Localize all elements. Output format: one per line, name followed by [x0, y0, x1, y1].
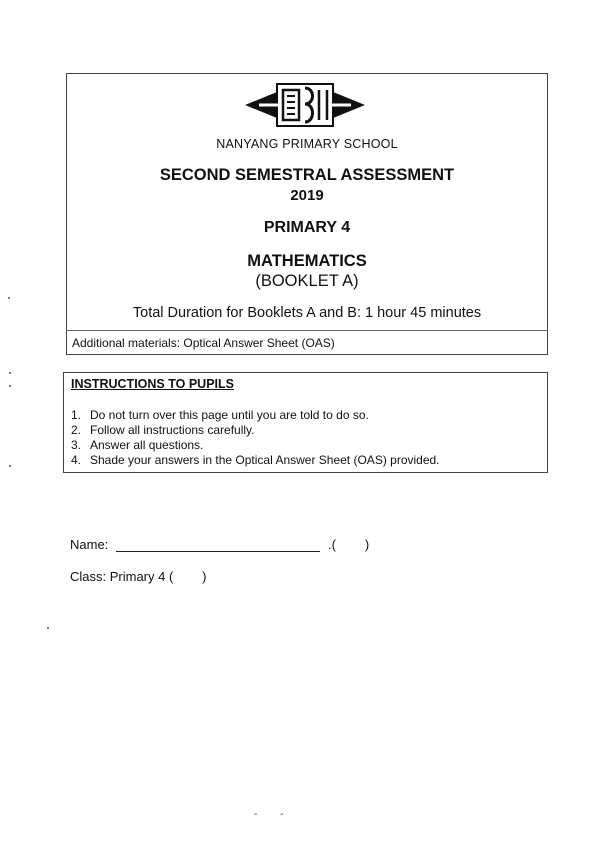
scan-speck [9, 372, 11, 374]
name-field-line[interactable] [116, 551, 320, 552]
instructions-list [71, 408, 440, 468]
class-field[interactable]: Class: Primary 4 ( ) [70, 569, 207, 584]
school-logo [239, 80, 371, 130]
scan-speck [8, 297, 10, 299]
name-label: Name: [70, 537, 109, 552]
instruction-item: 3. Answer all questions. [71, 438, 204, 452]
assessment-year: 2019 [290, 187, 324, 204]
instruction-item: 1. Do not turn over this page until you are told to do so. [71, 408, 369, 422]
scan-speck [47, 627, 49, 629]
register-number-field[interactable]: .( ) [328, 537, 370, 552]
school-name: NANYANG PRIMARY SCHOOL [216, 137, 398, 151]
materials-text: Additional materials: Optical Answer Sheet (OAS) [72, 336, 335, 350]
duration-text: Total Duration for Booklets A and B: 1 hour 45 minutes [132, 305, 482, 321]
scan-speck [9, 385, 11, 387]
scan-speck [9, 465, 11, 467]
subject-title: MATHEMATICS [247, 252, 367, 270]
footer-marks: - - [254, 809, 294, 820]
booklet-label: (BOOKLET A) [255, 272, 359, 290]
instructions-title: INSTRUCTIONS TO PUPILS [71, 377, 234, 391]
level-title: PRIMARY 4 [263, 219, 351, 236]
assessment-title: SECOND SEMESTRAL ASSESSMENT [159, 166, 455, 184]
materials-divider [66, 330, 548, 331]
instruction-item: 4. Shade your answers in the Optical Answer Sheet (OAS) provided. [71, 453, 440, 467]
instruction-item: 2. Follow all instructions carefully. [71, 423, 255, 437]
